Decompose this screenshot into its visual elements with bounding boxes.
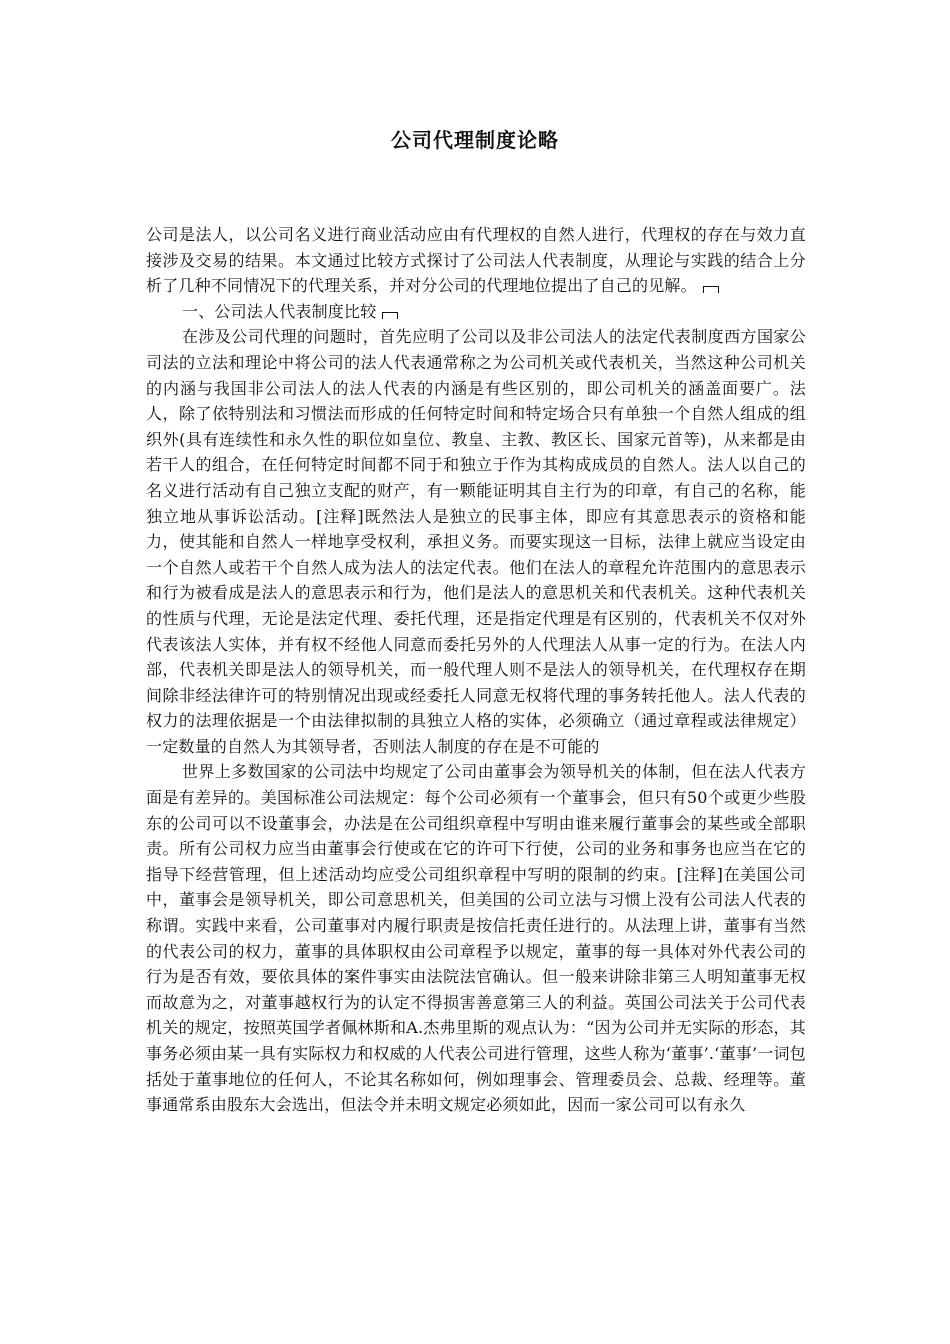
document-body [146,222,806,1118]
section-heading-text: 一、公司法人代表制度比较 [182,301,377,321]
body-paragraph: 世界上多数国家的公司法中均规定了公司由董事会为领导机关的体制，但在法人代表方面是有差异的。美国标准公司法规定：每个公司必须有一个董事会，但只有50个或更少些股东的公司可以不设董事会，办法是在公司组织章程中写明由谁来履行董事会的某些或全部职责。所有公司权力应当由董事会行使或在它的许可下行使，公司的业务和事务也应当在它的指导下经营管理，但上述活动均应受公司组织章程中写明的限制的约束。[注释]在美国公司中，董事会是领导机关，即公司意思机关，但美国的公司立法与习惯上没有公司法人代表的称谓。实践中来看，公司董事对内履行职责是按信托责任进行的。从法理上讲，董事有当然的代表公司的权力，董事的具体职权由公司章程予以规定，董事的每一具体对外代表公司的行为是否有效，要依具体的案件事实由法院法官确认。但一般来讲除非第三人明知董事无权而故意为之，对董事越权行为的认定不得损害善意第三人的利益。英国公司法关于公司代表机关的规定，按照英国学者佩林斯和A.杰弗里斯的观点认为：“因为公司并无实际的形态，其事务必须由某一具有实际权力和权威的人代表公司进行管理，这些人称为‘董事’.‘董事’一词包括处于董事地位的任何人，不论其名称如何，例如理事会、管理委员会、总裁、经理等。董事通常系由股东大会选出，但法令并未明文规定必须如此，因而一家公司可以有永久 [146,762,806,1115]
body-paragraph: 在涉及公司代理的问题时，首先应明了公司以及非公司法人的法定代表制度西方国家公司法的立法和理论中将公司的法人代表通常称之为公司机关或代表机关，当然这种公司机关的内涵与我国非公司法人的法人代表的内涵是有些区别的，即公司机关的涵盖面要广。法人，除了依特别法和习惯法而形成的任何特定时间和特定场合只有单独一个自然人组成的组织外(具有连续性和永久性的职位如皇位、教皇、主教、教区长、国家元首等)，从来都是由若干人的组合，在任何特定时间都不同于和独立于作为其构成成员的自然人。法人以自己的名义进行活动有自己独立支配的财产，有一颗能证明其自主行为的印章，有自己的名称，能独立地从事诉讼活动。[注释]既然法人是独立的民事主体，即应有其意思表示的资格和能力，使其能和自然人一样地享受权利，承担义务。而要实现这一目标，法律上就应当设定由一个自然人或若干个自然人成为法人的法定代表。他们在法人的章程允许范围内的意思表示和行为被看成是法人的意思表示和行为，他们是法人的意思机关和代表机关。这种代表机关的性质与代理，无论是法定代理、委托代理，还是指定代理是有区别的，代表机关不仅对外代表该法人实体，并有权不经他人同意而委托另外的人代理法人从事一定的行为。在法人内部，代表机关即是法人的领导机关，而一般代理人则不是法人的领导机关，在代理权存在期间除非经法律许可的特别情况出现或经委托人同意无权将代理的事务转托他人。法人代表的权力的法理依据是一个由法律拟制的具独立人格的实体，必须确立（通过章程或法律规定）一定数量的自然人为其领导者，否则法人制度的存在是不可能的 [146,327,806,756]
paragraph-mark-icon [382,312,398,319]
abstract-paragraph [146,222,806,299]
abstract-text: 公司是法人，以公司名义进行商业活动应由有代理权的自然人进行，代理权的存在与效力直接涉及交易的结果。本文通过比较方式探讨了公司法人代表制度，从理论与实践的结合上分析了几种不同情况下的代理关系，并对分公司的代理地位提出了自己的见解。 [146,225,806,296]
paragraph-mark-icon [703,286,719,293]
section-heading [146,299,806,325]
document-title: 公司代理制度论略 [391,128,559,152]
